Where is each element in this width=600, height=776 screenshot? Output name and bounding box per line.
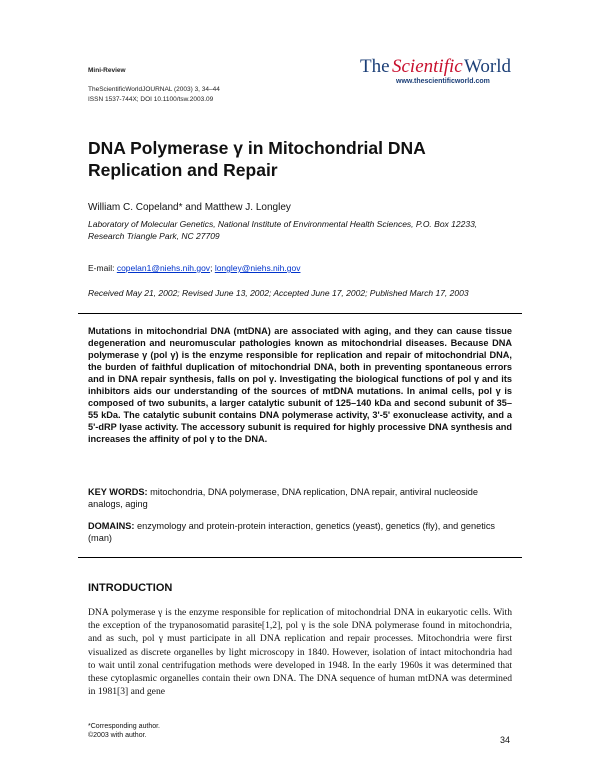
keywords-text: mitochondria, DNA polymerase, DNA replication, DNA repair, antiviral nucleoside analogs, aging <box>88 487 478 509</box>
issn-doi: ISSN 1537-744X; DOI 10.1100/tsw.2003.09 <box>88 96 214 103</box>
page-number: 34 <box>500 735 511 745</box>
email-link-copeland[interactable]: copelan1@niehs.nih.gov <box>116 263 211 273</box>
abstract: Mutations in mitochondrial DNA (mtDNA) are associated with aging, and they can cause tissue degeneration and neuromuscular pathologies known as mitochondrial diseases. Because DNA polymerase γ (pol γ) is the enzyme responsible for replication and repair of mitochondrial DNA, the burden of faithful duplication of mitochondrial DNA, both in preventing spontaneous errors and in DNA repair synthesis, falls on pol γ. Investigating the biological functions of pol γ and its inhibitors aids our understanding of the sources of mtDNA mutations. In animal cells, pol γ is composed of two subunits, a larger catalytic subunit of 125–140 kDa and second subunit of 35–55 kDa. The catalytic subunit contains DNA polymerase activity, 3'-5' exonuclease activity, and a 5'-dRP lyase activity. The accessory subunit is required for highly processive DNA synthesis and increases the affinity of pol γ to the DNA. <box>88 326 512 444</box>
corresponding-author-note: *Corresponding author. <box>88 723 160 730</box>
logo-url: www.thescientificworld.com <box>396 78 490 85</box>
domains-label: DOMAINS: <box>88 521 135 531</box>
keywords-label: KEY WORDS: <box>88 487 148 497</box>
affiliation: Laboratory of Molecular Genetics, National Institute of Environmental Health Sciences, P.O. Box 12233, Research Triangle Park, NC 27709 <box>88 219 478 241</box>
domains <box>88 520 512 544</box>
journal-logo <box>360 52 520 92</box>
footnote <box>88 722 160 740</box>
logo-world: World <box>464 56 512 77</box>
journal-header <box>88 66 220 105</box>
domains-text: enzymology and protein-protein interaction, genetics (yeast), genetics (fly), and genetics (man) <box>88 521 496 543</box>
authors: William C. Copeland* and Matthew J. Longley <box>88 202 291 213</box>
logo-the: The <box>360 56 390 77</box>
introduction-body: DNA polymerase γ is the enzyme responsible for replication of mitochondrial DNA in eukaryotic cells. With the exception of the trypanosomatid parasite[1,2], pol γ is the sole DNA polymerase found in mitochondria, and as such, pol γ must participate in all DNA replication and repair processes. Mitochondria were first visualized as discrete organelles by light microscopy in 1840. However, isolation of intact mitochondria had to wait until zonal centrifugation methods were developed in 1948. In the early 1960s it was determined that these cytoplasmic organelles contain their own DNA. The DNA sequence of human mtDNA was determined in 1981[3] and gene <box>88 607 512 698</box>
keywords <box>88 486 512 510</box>
article-type: Mini-Review <box>88 67 126 74</box>
journal-citation: TheScientificWorldJOURNAL (2003) 3, 34–44 <box>88 86 220 93</box>
email-separator: ; <box>210 263 213 273</box>
divider-bottom <box>78 557 522 558</box>
email-label: E-mail: <box>88 263 115 273</box>
article-title: DNA Polymerase γ in Mitochondrial DNA Replication and Repair <box>88 138 426 180</box>
section-heading-introduction: INTRODUCTION <box>88 582 173 594</box>
divider-top <box>78 313 522 314</box>
publication-dates: Received May 21, 2002; Revised June 13, 2002; Accepted June 17, 2002; Published March 17, 2003 <box>88 288 469 298</box>
email-line <box>88 263 300 273</box>
logo-scientific: Scientific <box>392 56 463 77</box>
email-link-longley[interactable]: longley@niehs.nih.gov <box>214 263 301 273</box>
copyright-note: ©2003 with author. <box>88 732 147 739</box>
